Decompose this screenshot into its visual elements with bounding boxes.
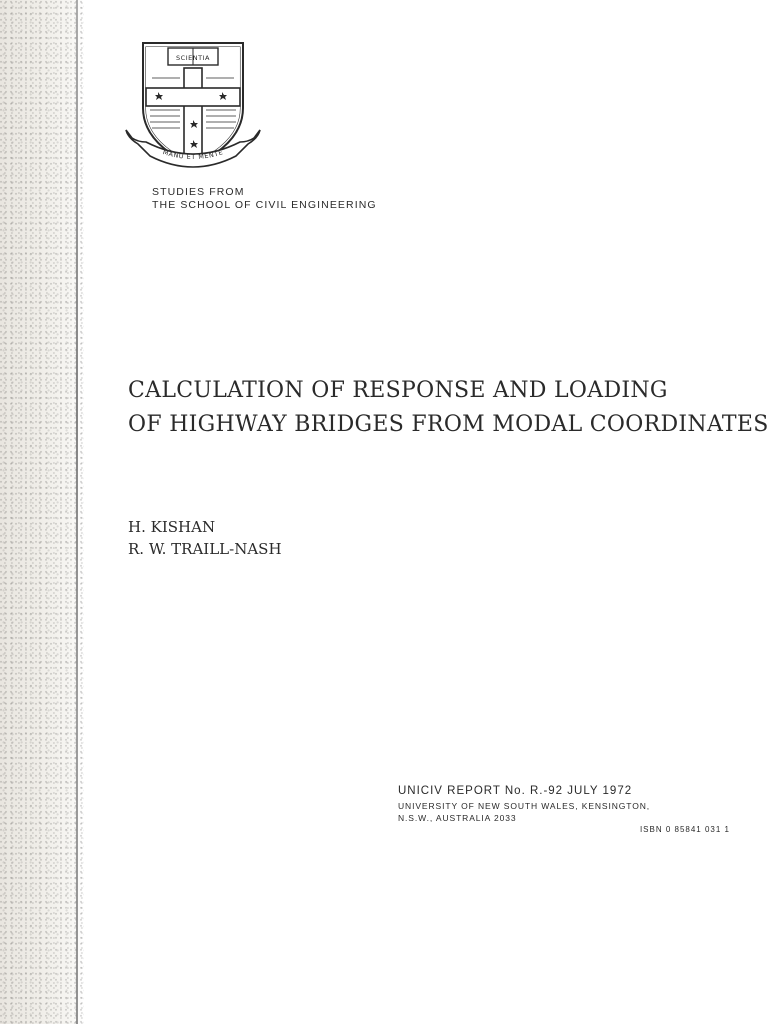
author-name: H. KISHAN: [128, 518, 216, 536]
school-heading-line2: THE SCHOOL OF CIVIL ENGINEERING: [152, 199, 377, 211]
school-heading: [152, 186, 377, 212]
report-info: [398, 782, 730, 836]
publisher-address: N.S.W., AUSTRALIA 2033: [398, 813, 517, 823]
university-crest-icon: [118, 38, 268, 176]
crest-scroll-motto: MANU ET MENTE: [161, 148, 225, 162]
report-title-line1: CALCULATION OF RESPONSE AND LOADING: [128, 378, 668, 403]
author-list: [128, 516, 282, 560]
report-title-line2: OF HIGHWAY BRIDGES FROM MODAL COORDINATES: [128, 412, 769, 437]
author-name: R. W. TRAILL-NASH: [128, 540, 282, 558]
binding-edge: [76, 0, 78, 1024]
report-title: [128, 374, 769, 442]
school-heading-line1: STUDIES FROM: [152, 186, 245, 198]
isbn-number: ISBN 0 85841 031 1: [639, 825, 730, 834]
binding-spine: [0, 0, 84, 1024]
publisher-line: UNIVERSITY OF NEW SOUTH WALES, KENSINGTON,: [398, 801, 651, 811]
report-number: UNICIV REPORT No. R.-92 JULY 1972: [398, 785, 633, 797]
crest-book-motto: SCIENTIA: [176, 54, 210, 62]
